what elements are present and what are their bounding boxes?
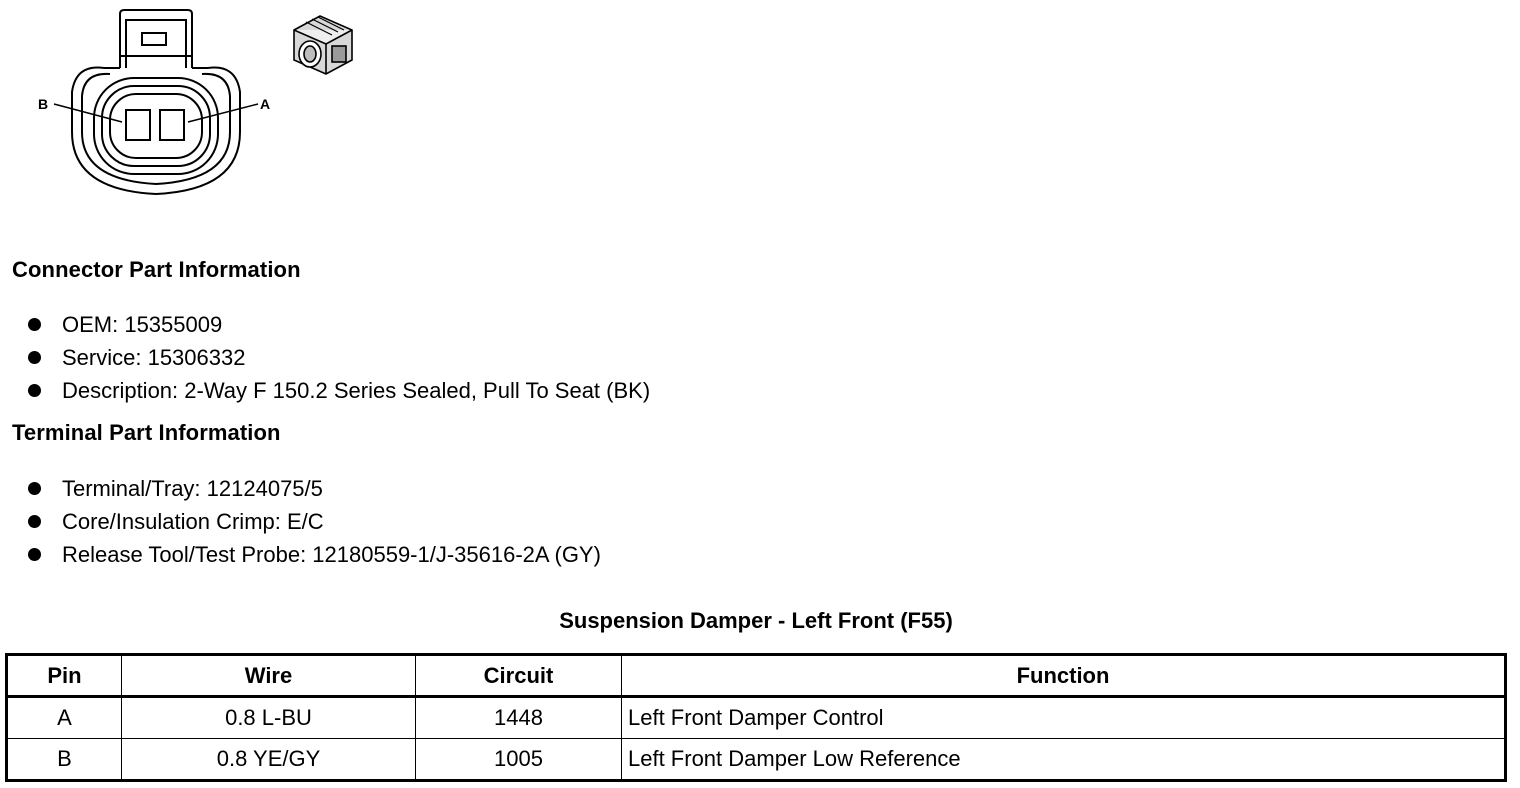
terminal-tray-text: Terminal/Tray: 12124075/5 xyxy=(62,476,323,501)
wire-column-header: Wire xyxy=(122,655,416,697)
pin-label-b: B xyxy=(38,96,49,112)
function-column-header: Function xyxy=(622,655,1506,697)
circuit-cell: 1005 xyxy=(416,739,622,781)
pin-cell: A xyxy=(7,697,122,739)
connector-3d-thumbnail-icon xyxy=(280,8,360,78)
connector-part-info-list xyxy=(28,308,650,407)
pin-label-a: A xyxy=(260,96,271,112)
table-row xyxy=(7,739,1506,781)
pin-table xyxy=(5,653,1507,782)
wire-cell: 0.8 L-BU xyxy=(122,697,416,739)
list-item xyxy=(28,308,650,341)
terminal-release-tool-text: Release Tool/Test Probe: 12180559-1/J-35616-2A (GY) xyxy=(62,542,601,567)
wire-cell: 0.8 YE/GY xyxy=(122,739,416,781)
terminal-crimp-text: Core/Insulation Crimp: E/C xyxy=(62,509,324,534)
table-caption: Suspension Damper - Left Front (F55) xyxy=(559,608,953,633)
terminal-part-info-heading: Terminal Part Information xyxy=(12,420,281,445)
connector-description-text: Description: 2-Way F 150.2 Series Sealed, Pull To Seat (BK) xyxy=(62,378,651,403)
list-item xyxy=(28,505,601,538)
bullet-icon xyxy=(28,482,41,495)
connector-face-view-icon xyxy=(28,4,288,204)
list-item xyxy=(28,472,601,505)
connector-oem-text: OEM: 15355009 xyxy=(62,312,223,337)
list-item xyxy=(28,341,650,374)
table-row xyxy=(7,697,1506,739)
connector-service-text: Service: 15306332 xyxy=(62,345,246,370)
connector-part-info-heading: Connector Part Information xyxy=(12,257,301,282)
list-item xyxy=(28,538,601,571)
table-header-row xyxy=(7,655,1506,697)
terminal-part-info-list xyxy=(28,472,601,571)
circuit-cell: 1448 xyxy=(416,697,622,739)
pin-column-header: Pin xyxy=(7,655,122,697)
bullet-icon xyxy=(28,515,41,528)
circuit-column-header: Circuit xyxy=(416,655,622,697)
function-cell: Left Front Damper Control xyxy=(622,697,1506,739)
bullet-icon xyxy=(28,351,41,364)
function-cell: Left Front Damper Low Reference xyxy=(622,739,1506,781)
bullet-icon xyxy=(28,384,41,397)
bullet-icon xyxy=(28,318,41,331)
list-item xyxy=(28,374,650,407)
pin-cell: B xyxy=(7,739,122,781)
bullet-icon xyxy=(28,548,41,561)
